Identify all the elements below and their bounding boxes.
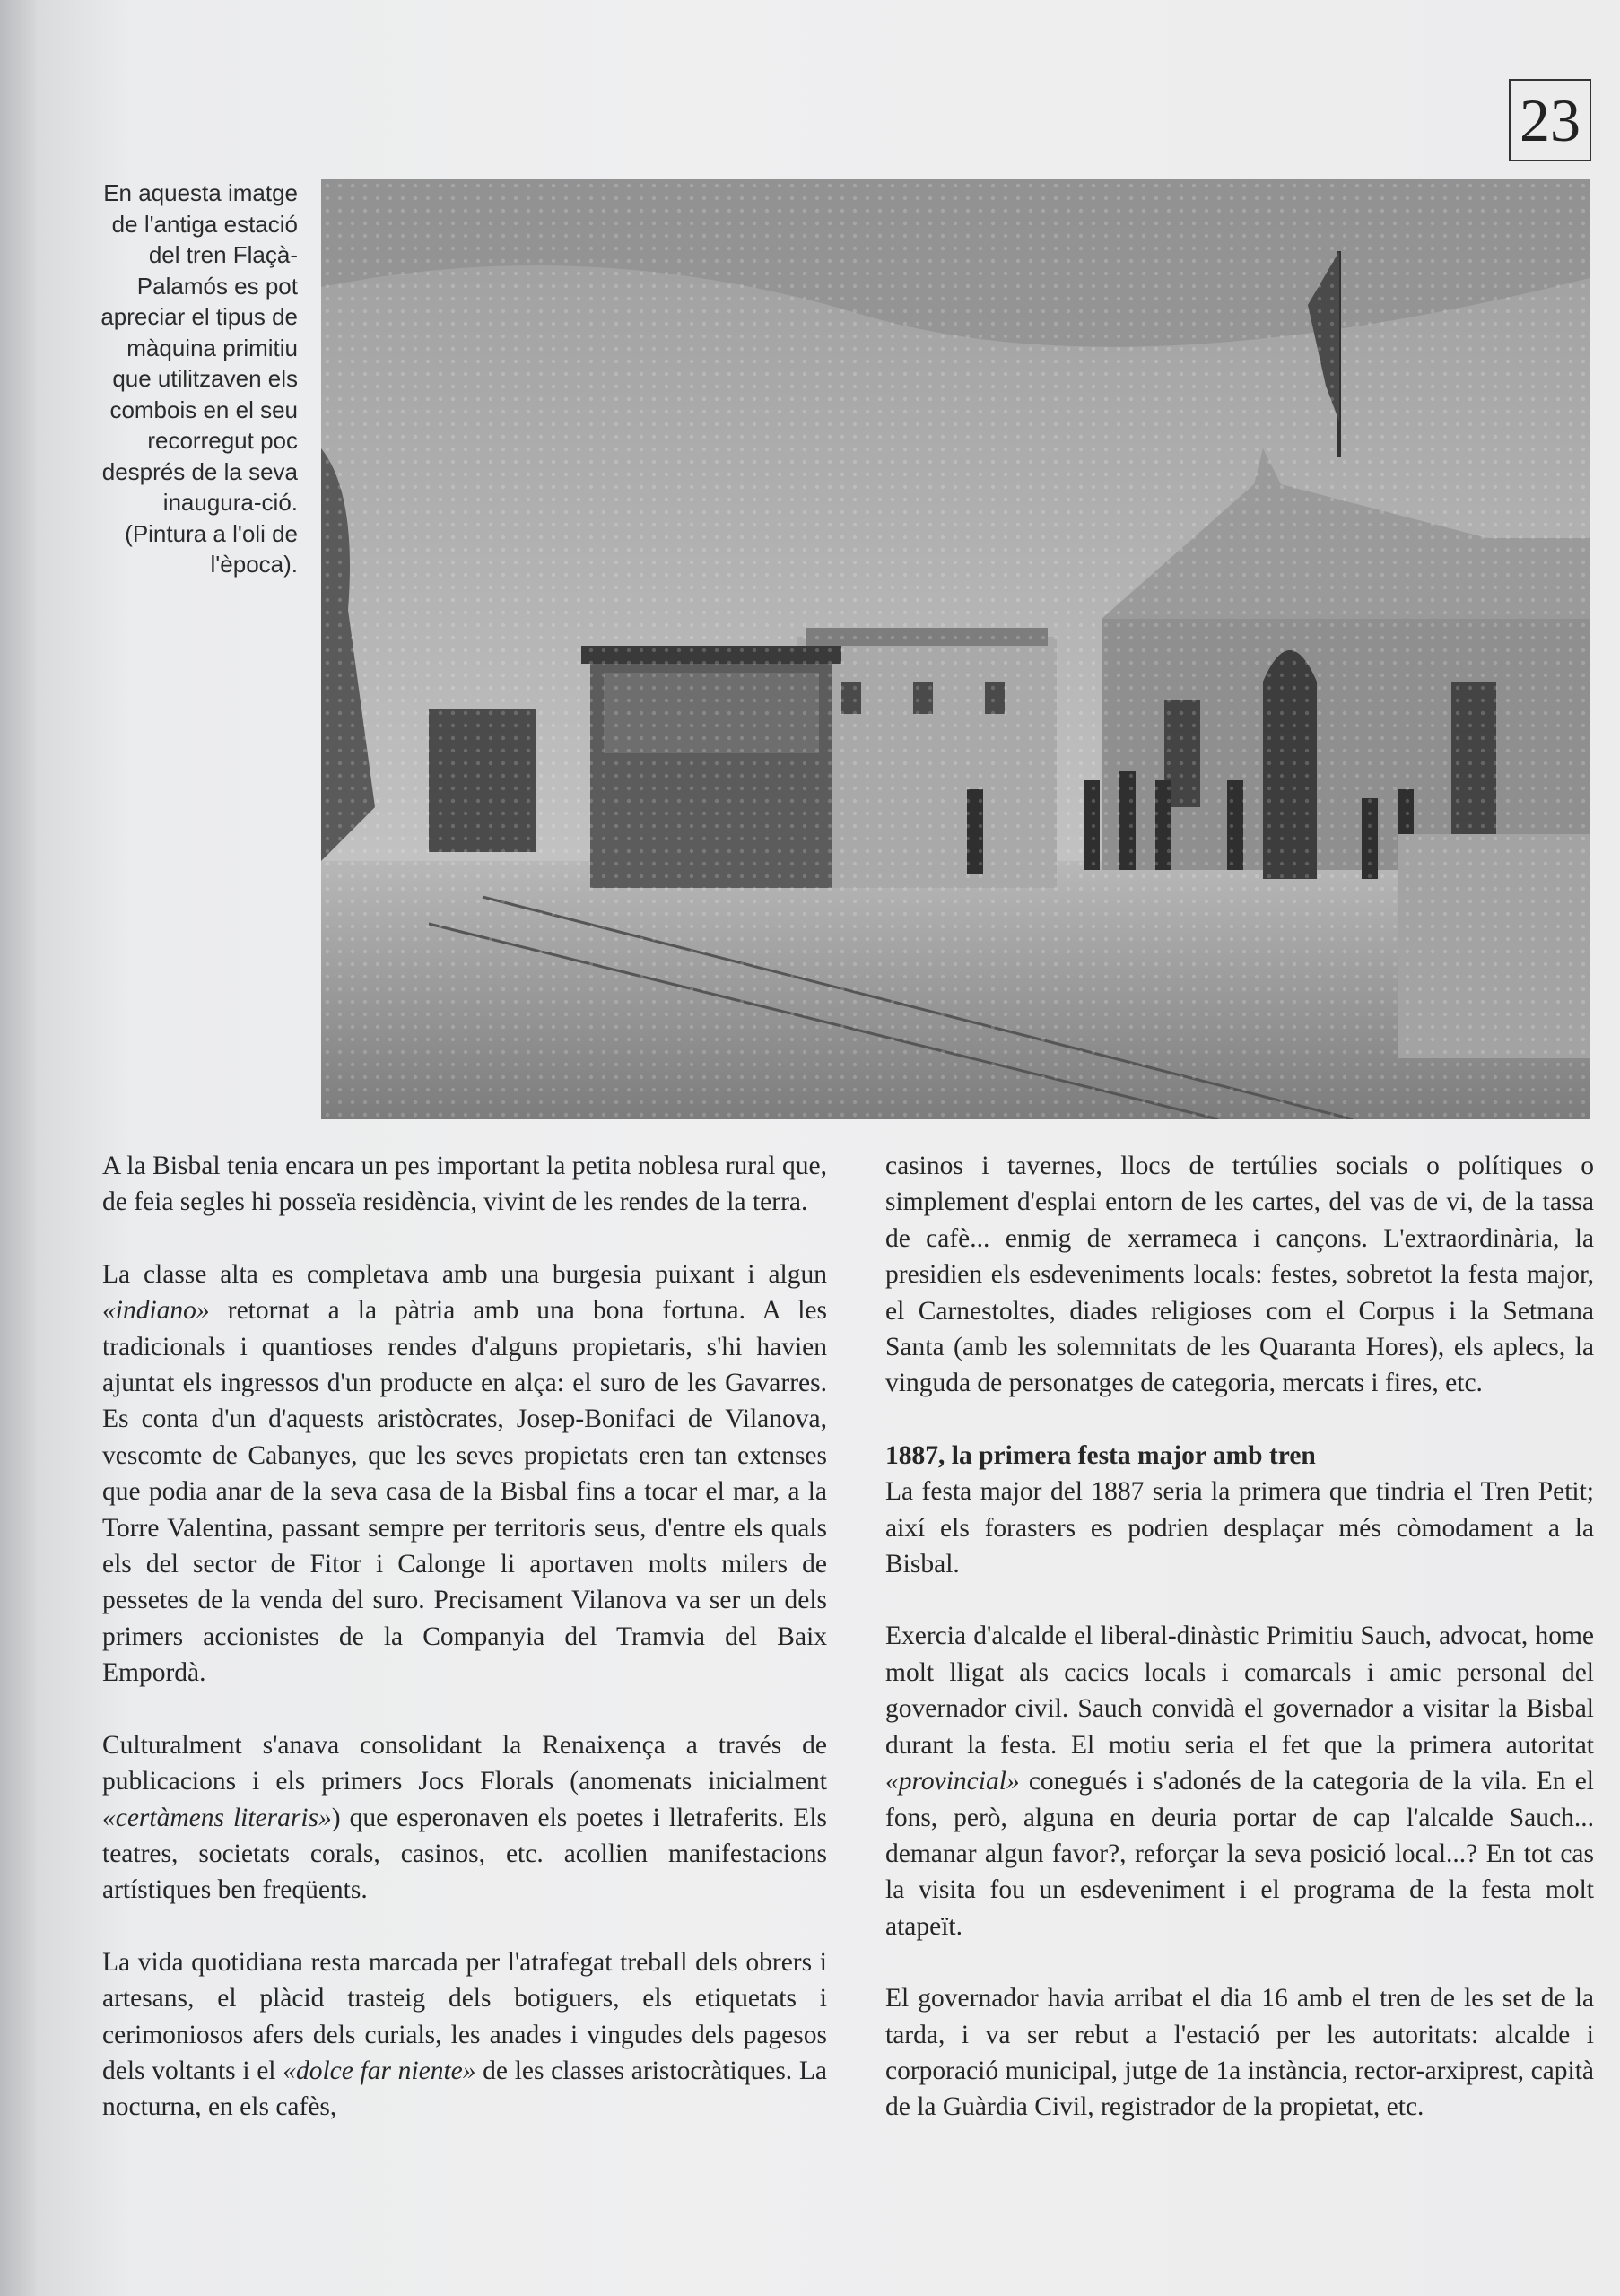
station-painting-image — [321, 179, 1590, 1119]
paragraph: Culturalment s'anava consolidant la Renaixença a través de publicacions i els primers Jocs Florals (anomenats inicialment «certàmens literaris») que esperonaven els poetes i lletraferits. Els teatres, societats corals, casinos, etc. acollien manifestacions artístiques ben freqüents. — [102, 1730, 827, 1905]
paragraph: La festa major del 1887 seria la primera que tindria el Tren Petit; així els forasters es podrien desplaçar més còmodament a la Bisbal. — [885, 1477, 1594, 1579]
text-column-left — [102, 1148, 827, 2161]
paragraph: A la Bisbal tenia encara un pes important la petita noblesa rural que, de feia segles hi posseïa residència, vivint de les rendes de la terra. — [102, 1152, 827, 1217]
book-spine-shadow — [0, 0, 36, 2296]
photo-caption: En aquesta imatge de l'antiga estació del tren Flaçà-Palamós es pot apreciar el tipus de màquina primitiu que utilitzaven els combois en el seu recorregut poc després de la seva inaugura-ció. (Pintura a l'oli de l'època). — [100, 179, 298, 578]
paragraph: casinos i tavernes, llocs de tertúlies socials o polítiques o simplement d'esplai entorn de les cartes, del vas de vi, de la tassa de cafè... enmig de xerrameca i cançons. L'extraordinària, la presidien els esdeveniments locals: festes, sobretot la festa major, el Carnestoltes, diades religioses com el Corpus i la Setmana Santa (amb les solemnitats de les Quaranta Hores), els aplecs, la vinguda de personatges de categoria, mercats i fires, etc. — [885, 1152, 1594, 1398]
text-column-right — [885, 1148, 1594, 2161]
section-heading: 1887, la primera festa major amb tren — [885, 1440, 1316, 1470]
page-number: 23 — [1509, 79, 1591, 161]
paragraph: La classe alta es completava amb una burgesia puixant i algun «indiano» retornat a la pàtria amb una bona fortuna. A les tradicionals i quantioses rendes d'alguns propietaris, s'hi havien ajuntat els ingressos d'un producte en alça: el suro de les Gavarres. Es conta d'un d'aquests aristòcrates, Josep-Bonifaci de Vilanova, vescomte de Cabanyes, que les seves propietats eren tan extenses que podia anar de la seva casa de la Bisbal fins a tocar el mar, a la Torre Valentina, passant sempre per territoris seus, d'entre els quals els del sector de Fitor i Calonge li aportaven molts milers de pessetes de la venda del suro. Precisament Vilanova va ser un dels primers accionistes de la Companyia del Tramvia del Baix Empordà. — [102, 1259, 827, 1688]
paragraph: El governador havia arribat el dia 16 amb el tren de les set de la tarda, i va ser rebut a l'estació per les autoritats: alcalde i corporació municipal, jutge de 1a instància, rector-arxiprest, capità de la Guàrdia Civil, registrador de la propietat, etc. — [885, 1984, 1594, 2122]
paragraph: La vida quotidiana resta marcada per l'atrafegat treball dels obrers i artesans, el plàcid trasteig dels botiguers, els etiquetats i cerimoniosos afers dels curials, les anades i vingudes dels pagesos dels voltants i el «dolce far niente» de les classes aristocràtiques. La nocturna, en els cafès, — [102, 1947, 827, 2122]
paragraph: Exercia d'alcalde el liberal-dinàstic Primitiu Sauch, advocat, home molt lligat als cacics locals i comarcals i amic personal del governador civil. Sauch convidà el governador a visitar la Bisbal durant la festa. El motiu seria el fet que la primera autoritat «provincial» conegués i s'adonés de la categoria de la vila. En el fons, però, alguna en deuria portar de cap l'alcalde Sauch... demanar algun favor?, reforçar la seva posició local...? En tot cas la visita fou un esdeveniment i el programa de la festa molt atapeït. — [885, 1622, 1594, 1941]
